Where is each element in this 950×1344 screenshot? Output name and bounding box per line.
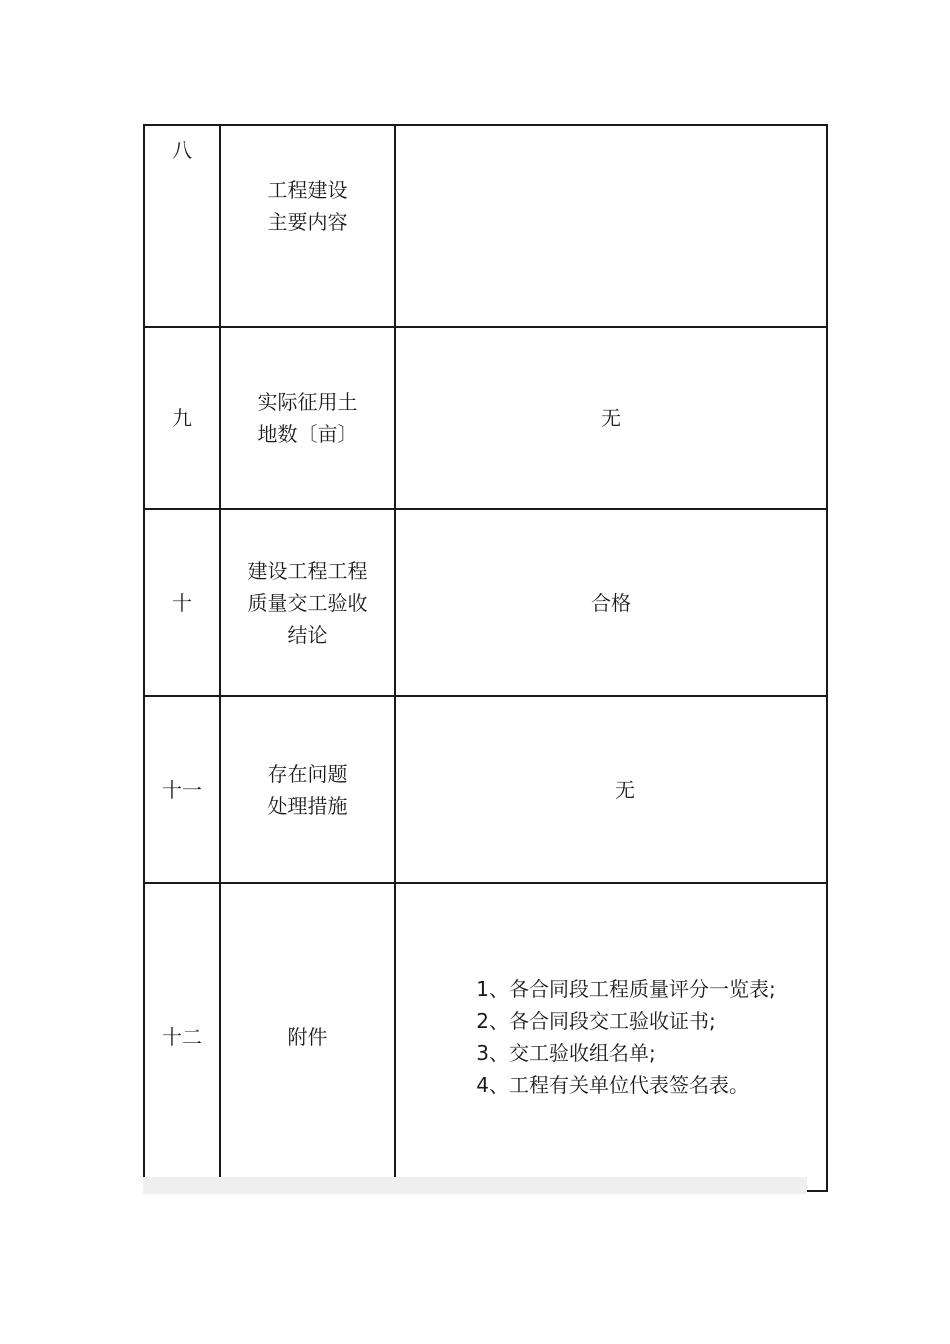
table-row bbox=[144, 883, 827, 1191]
row-label-line: 处理措施 bbox=[267, 793, 348, 818]
attachment-list bbox=[476, 973, 775, 1101]
row-value-text: 无 bbox=[601, 406, 621, 430]
row-label-line: 工程建设 bbox=[267, 178, 348, 202]
row-value bbox=[395, 696, 827, 883]
list-item: 1、各合同段工程质量评分一览表; bbox=[476, 977, 776, 1001]
row-label bbox=[220, 125, 395, 327]
table-row bbox=[144, 696, 827, 883]
row-label-line: 主要内容 bbox=[267, 210, 348, 234]
list-item: 3、交工验收组名单; bbox=[476, 1041, 656, 1065]
row-number: 十二 bbox=[144, 883, 220, 1191]
row-value-text: 合格 bbox=[591, 590, 631, 615]
row-label-line: 建设工程工程 bbox=[247, 558, 368, 583]
table-row bbox=[144, 327, 827, 509]
row-label-line: 地数〔亩〕 bbox=[257, 422, 358, 446]
row-label-line: 质量交工验收 bbox=[247, 590, 368, 615]
table-row bbox=[144, 125, 827, 327]
acceptance-report-table bbox=[143, 124, 828, 1192]
row-label-line: 附件 bbox=[287, 1025, 328, 1049]
row-value bbox=[395, 327, 827, 509]
row-label-line: 存在问题 bbox=[267, 761, 348, 786]
table-row bbox=[144, 509, 827, 696]
row-value bbox=[395, 125, 827, 327]
row-label bbox=[220, 327, 395, 509]
row-number: 九 bbox=[144, 327, 220, 509]
list-item: 2、各合同段交工验收证书; bbox=[476, 1009, 716, 1033]
row-label-line: 实际征用土 bbox=[257, 390, 358, 414]
row-number: 八 bbox=[144, 125, 220, 327]
row-label bbox=[220, 696, 395, 883]
row-number: 十一 bbox=[144, 696, 220, 883]
row-label bbox=[220, 883, 395, 1191]
row-value-text: 无 bbox=[615, 777, 635, 802]
page-footer-bar bbox=[143, 1177, 807, 1194]
row-number: 十 bbox=[144, 509, 220, 696]
row-value bbox=[395, 883, 827, 1191]
row-value bbox=[395, 509, 827, 696]
row-label bbox=[220, 509, 395, 696]
list-item: 4、工程有关单位代表签名表。 bbox=[476, 1073, 749, 1097]
row-label-line: 结论 bbox=[287, 622, 328, 647]
